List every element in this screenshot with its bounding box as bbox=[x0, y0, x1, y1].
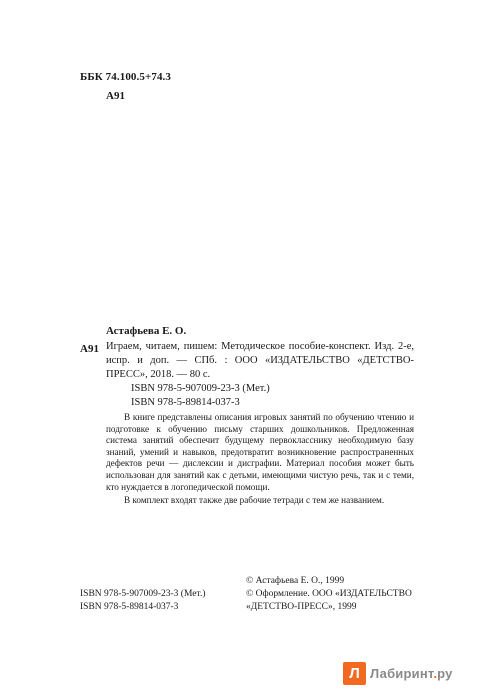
copyright-design-cont: «ДЕТСТВО-ПРЕСС», 1999 bbox=[246, 602, 357, 612]
footer-isbn-set: ISBN 978-5-89814-037-3 bbox=[80, 602, 179, 612]
author-mark-side: А91 bbox=[80, 343, 99, 355]
logo-dot: . bbox=[433, 666, 438, 681]
labirint-watermark-logo bbox=[343, 662, 453, 685]
copyright-design: © Оформление. ООО «ИЗДАТЕЛЬСТВО bbox=[246, 589, 412, 599]
copyright-author: © Астафьева Е. О., 1999 bbox=[246, 576, 345, 586]
logo-domain: ру bbox=[437, 666, 453, 681]
footer-isbn-methodical: ISBN 978-5-907009-23-3 (Мет.) bbox=[80, 589, 206, 599]
author-heading: Астафьева Е. О. bbox=[106, 325, 187, 337]
labirint-logo-icon: Л bbox=[343, 662, 366, 685]
logo-name: Лабиринт bbox=[370, 666, 434, 681]
bbk-code: ББК 74.100.5+74.3 bbox=[80, 71, 171, 83]
isbn-set: ISBN 978-5-89814-037-3 bbox=[131, 397, 240, 408]
author-mark-top: А91 bbox=[106, 90, 125, 102]
annotation-paragraph: В комплект входят также две рабочие тетради с тем же названием. bbox=[124, 495, 385, 506]
isbn-methodical: ISBN 978-5-907009-23-3 (Мет.) bbox=[131, 383, 270, 394]
annotation bbox=[106, 412, 414, 507]
labirint-logo-text bbox=[370, 666, 453, 681]
bibliographic-description: Играем, читаем, пишем: Методическое пособие-конспект. Изд. 2-е, испр. и доп. — СПб. : ООО «ИЗДАТЕЛЬСТВО «ДЕТСТВО-ПРЕСС», 2018. — 80 с. bbox=[106, 341, 414, 380]
annotation-paragraph: В книге представлены описания игровых занятий по обучению чтению и подготовке к обучению письму старших дошкольников. Предложенная система занятий обеспечит будущему первокласснику необходимую базу знаний, умений и навыков, предотвратит возникновение распространенных дефектов речи — дислексии и дисграфии. Материал пособия может быть использован для занятий как с детьми, имеющими чистую речь, так и с теми, кто нуждается в логопедической помощи. bbox=[106, 412, 414, 492]
